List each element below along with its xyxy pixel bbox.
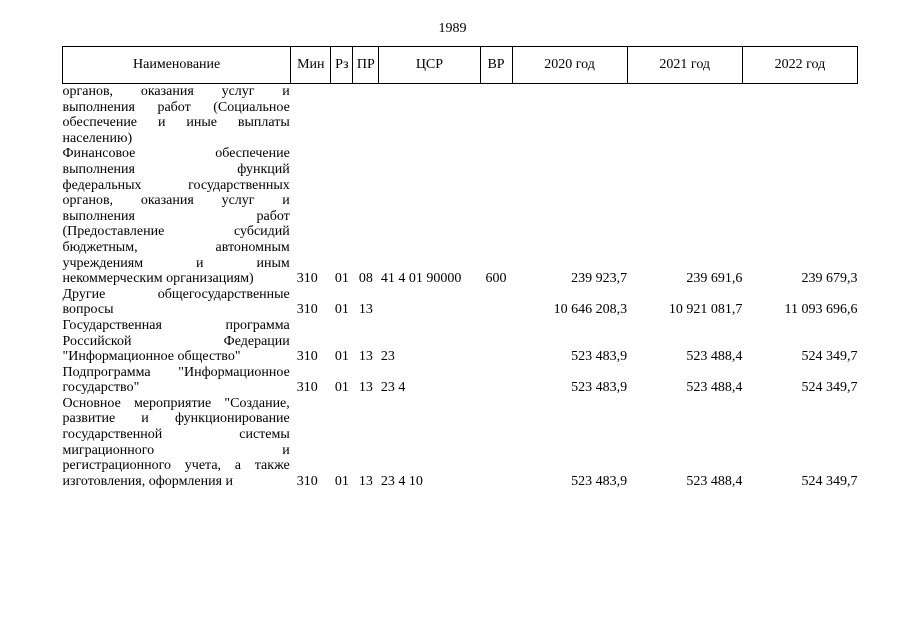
row-pr: 13 [358,302,373,318]
table-row [63,365,858,396]
row-name-line: (Предоставление субсидий [62,224,290,240]
row-csr: 41 4 01 90000 [380,271,462,287]
row-csr: 23 4 [380,380,406,396]
row-2021 [627,84,742,147]
row-2021: 239 691,6 [686,271,743,287]
row-name-line: обеспечение и иные выплаты [62,115,290,131]
header-2022: 2022 год [742,47,857,84]
table-row [63,287,858,318]
row-2021: 523 488,4 [686,349,743,365]
row-name-line: выполнения работ (Социальное [62,99,290,115]
budget-table [62,46,858,489]
row-name-line: выполнения функций [62,161,290,177]
row-rz: 01 [334,349,349,365]
row-2022: 524 349,7 [801,380,858,396]
row-pr [353,84,379,147]
row-2022: 11 093 696,6 [784,302,858,318]
table-row [63,318,858,365]
row-2020: 523 483,9 [571,349,628,365]
row-csr: 23 [380,349,395,365]
row-2021: 523 488,4 [686,473,743,489]
row-pr: 13 [358,380,373,396]
row-pr: 08 [358,271,373,287]
row-name-line: государство" [62,380,140,396]
row-min: 310 [296,271,318,287]
table-row [63,396,858,490]
row-name-line: органов, оказания услуг и [62,193,290,209]
row-2020: 523 483,9 [571,473,628,489]
row-name-line: федеральных государственных [62,177,290,193]
row-2020 [512,84,627,147]
row-2022: 239 679,3 [801,271,858,287]
row-min: 310 [296,380,318,396]
row-min: 310 [296,473,318,489]
page-number: 1989 [438,21,467,36]
header-vr: ВР [480,47,512,84]
row-csr [379,84,480,147]
row-name [63,84,291,147]
row-name-line: изготовления, оформления и [62,473,234,489]
row-2020: 239 923,7 [571,271,628,287]
row-min: 310 [296,349,318,365]
row-name-line: бюджетным, автономным [62,239,290,255]
row-vr: 600 [485,271,507,287]
row-name-line: учреждениям и иным [62,255,290,271]
row-vr [480,84,512,147]
row-vr [480,365,512,396]
row-name-line: развитие и функционирование [62,411,290,427]
row-rz: 01 [334,271,349,287]
header-csr: ЦСР [379,47,480,84]
row-name-line: миграционного и [62,442,290,458]
row-name-line: "Информационное общество" [62,349,241,365]
row-name-line: Государственная программа [62,317,290,333]
header-min: Мин [291,47,331,84]
row-2020: 523 483,9 [571,380,628,396]
row-rz: 01 [334,302,349,318]
table-row [63,146,858,286]
header-pr: ПР [353,47,379,84]
table-row [63,84,858,147]
row-name-line: Подпрограмма "Информационное [62,364,290,380]
header-2020: 2020 год [512,47,627,84]
row-vr [480,318,512,365]
row-name [63,146,291,286]
row-name-line: Основное мероприятие "Создание, [62,395,290,411]
row-name-line: Российской Федерации [62,333,290,349]
header-rz: Рз [331,47,353,84]
row-2021: 523 488,4 [686,380,743,396]
row-name-line: населению) [62,130,133,146]
row-min [291,84,331,147]
row-2022 [742,84,857,147]
row-min: 310 [296,302,318,318]
row-name-line: Другие общегосударственные [62,286,290,302]
row-csr [379,287,480,318]
header-name: Наименование [63,47,291,84]
row-name-line: вопросы [62,302,114,318]
row-2022: 524 349,7 [801,349,858,365]
row-name-line: органов, оказания услуг и [62,84,290,99]
row-name-line: государственной системы [62,427,290,443]
row-name-line: некоммерческим организациям) [62,271,254,287]
row-csr: 23 4 10 [380,473,423,489]
row-name-line: выполнения работ [62,208,290,224]
row-name [63,396,291,490]
row-vr [480,396,512,490]
row-rz: 01 [334,380,349,396]
table-header-row [63,47,858,84]
row-name [63,365,291,396]
row-name-line: регистрационного учета, а также [62,458,290,474]
row-name-line: Финансовое обеспечение [62,146,290,162]
row-vr [480,287,512,318]
row-name [63,287,291,318]
row-rz: 01 [334,473,349,489]
row-2022: 524 349,7 [801,473,858,489]
row-2021: 10 921 081,7 [668,302,743,318]
row-name [63,318,291,365]
header-2021: 2021 год [627,47,742,84]
row-pr: 13 [358,473,373,489]
row-2020: 10 646 208,3 [553,302,628,318]
row-pr: 13 [358,349,373,365]
row-rz [331,84,353,147]
